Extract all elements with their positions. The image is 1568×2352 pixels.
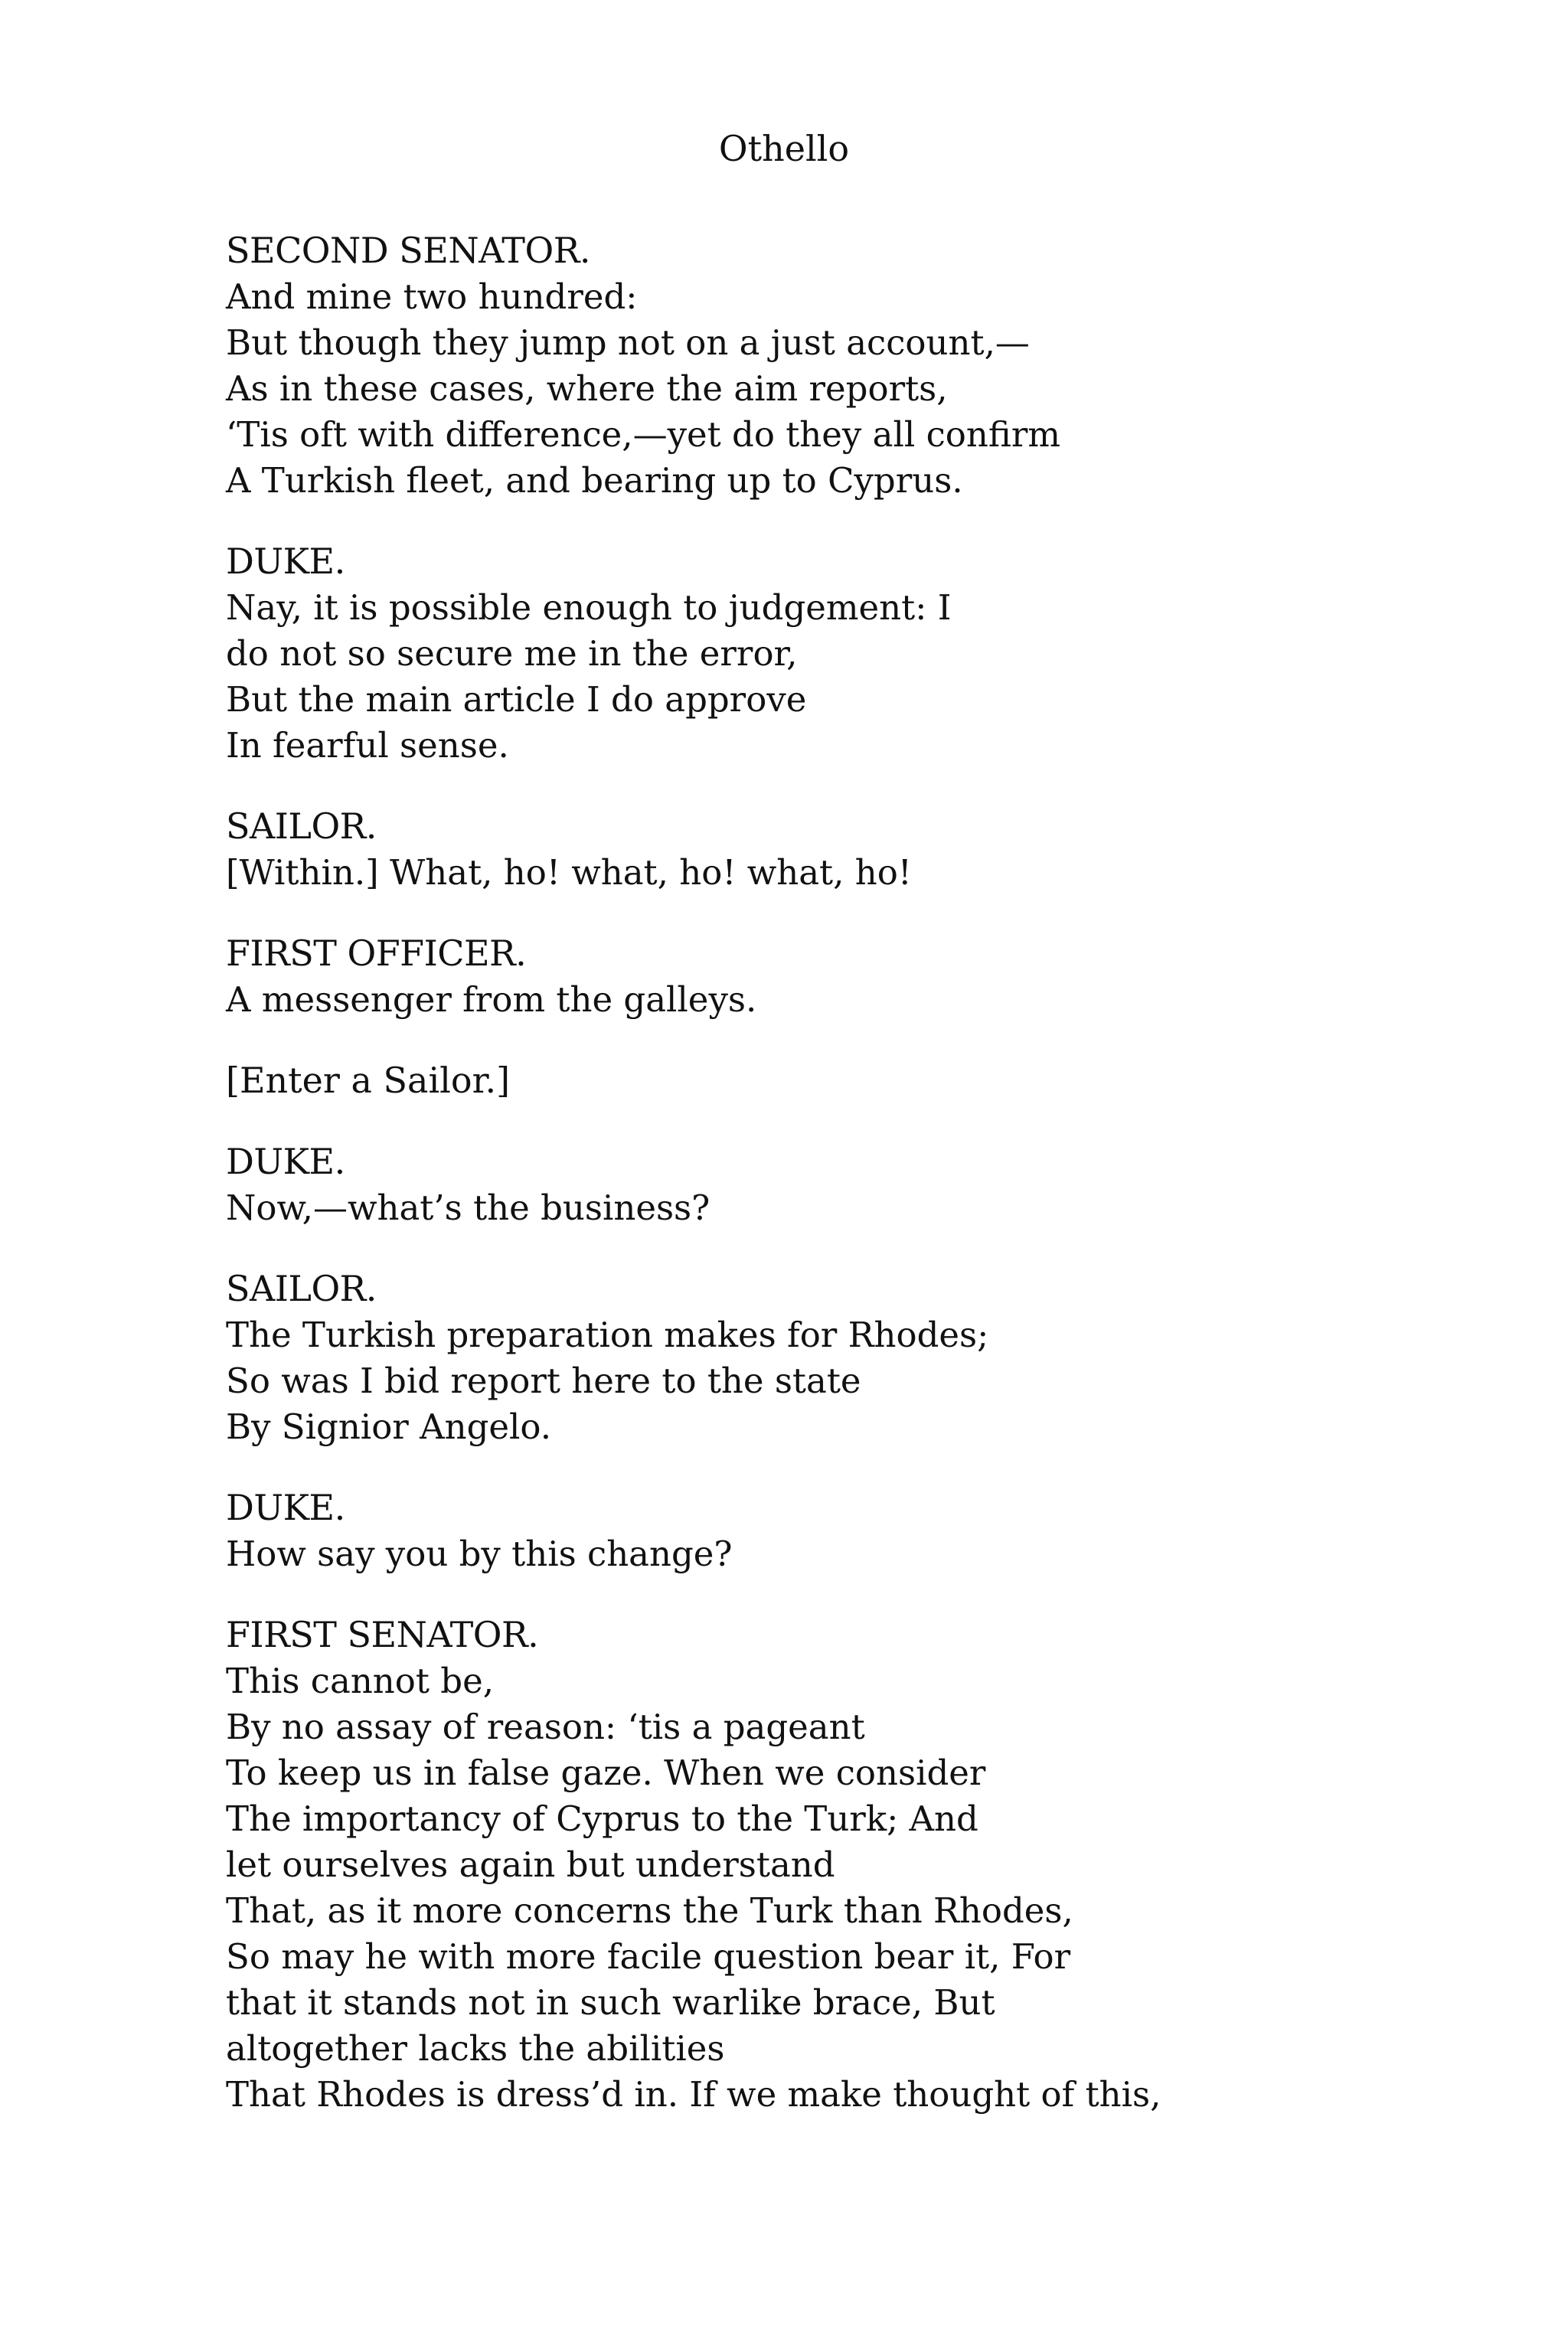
speech-block bbox=[226, 802, 1489, 896]
speaker-name: DUKE. bbox=[226, 541, 345, 582]
dialogue-line: That Rhodes is dress’d in. If we make thought of this, bbox=[226, 2074, 1161, 2115]
dialogue-line: In fearful sense. bbox=[226, 725, 509, 766]
speaker-name: SAILOR. bbox=[226, 805, 377, 847]
dialogue-line: And mine two hundred: bbox=[226, 276, 638, 317]
dialogue-line: altogether lacks the abilities bbox=[226, 2028, 725, 2069]
speech-block bbox=[226, 929, 1489, 1023]
dialogue-line: How say you by this change? bbox=[226, 1534, 733, 1574]
speaker-name: DUKE. bbox=[226, 1141, 345, 1182]
dialogue-line: A Turkish fleet, and bearing up to Cyprus. bbox=[226, 460, 963, 501]
speaker-name: DUKE. bbox=[226, 1487, 345, 1528]
dialogue-line: The importancy of Cyprus to the Turk; And bbox=[226, 1798, 978, 1839]
speaker-name: FIRST SENATOR. bbox=[226, 1614, 539, 1655]
speech-block bbox=[226, 1265, 1489, 1450]
stage-direction: [Enter a Sailor.] bbox=[226, 1060, 511, 1101]
speech-block bbox=[226, 1138, 1489, 1231]
dialogue-line: ‘Tis oft with difference,—yet do they all confirm bbox=[226, 414, 1061, 455]
dialogue-line: let ourselves again but understand bbox=[226, 1844, 835, 1885]
page-title: Othello bbox=[718, 128, 850, 169]
dialogue-line: But the main article I do approve bbox=[226, 679, 807, 720]
speech-block bbox=[226, 537, 1489, 769]
dialogue-line: The Turkish preparation makes for Rhodes; bbox=[226, 1315, 989, 1355]
dialogue-line: This cannot be, bbox=[226, 1661, 495, 1701]
speech-block bbox=[226, 1611, 1489, 2118]
speech-block bbox=[226, 1484, 1489, 1577]
speaker-name: SECOND SENATOR. bbox=[226, 230, 590, 271]
dialogue-line: do not so secure me in the error, bbox=[226, 633, 798, 674]
dialogue-line: [Within.] What, ho! what, ho! what, ho! bbox=[226, 852, 912, 893]
play-text bbox=[226, 227, 1489, 2151]
dialogue-line: So was I bid report here to the state bbox=[226, 1361, 861, 1401]
dialogue-line: that it stands not in such warlike brace, But bbox=[226, 1982, 995, 2023]
dialogue-line: To keep us in false gaze. When we consider bbox=[226, 1753, 986, 1793]
dialogue-line: Now,—what’s the business? bbox=[226, 1187, 710, 1228]
dialogue-line: By no assay of reason: ‘tis a pageant bbox=[226, 1707, 865, 1747]
speaker-name: FIRST OFFICER. bbox=[226, 933, 527, 974]
dialogue-line: But though they jump not on a just account,— bbox=[226, 322, 1030, 363]
speech-block bbox=[226, 227, 1489, 504]
dialogue-line: A messenger from the galleys. bbox=[226, 979, 757, 1020]
speaker-name: SAILOR. bbox=[226, 1268, 377, 1309]
dialogue-line: So may he with more facile question bear it, For bbox=[226, 1936, 1071, 1977]
dialogue-line: That, as it more concerns the Turk than Rhodes, bbox=[226, 1890, 1073, 1931]
dialogue-line: By Signior Angelo. bbox=[226, 1406, 552, 1447]
dialogue-line: As in these cases, where the aim reports, bbox=[226, 368, 948, 409]
dialogue-line: Nay, it is possible enough to judgement: I bbox=[226, 587, 952, 628]
